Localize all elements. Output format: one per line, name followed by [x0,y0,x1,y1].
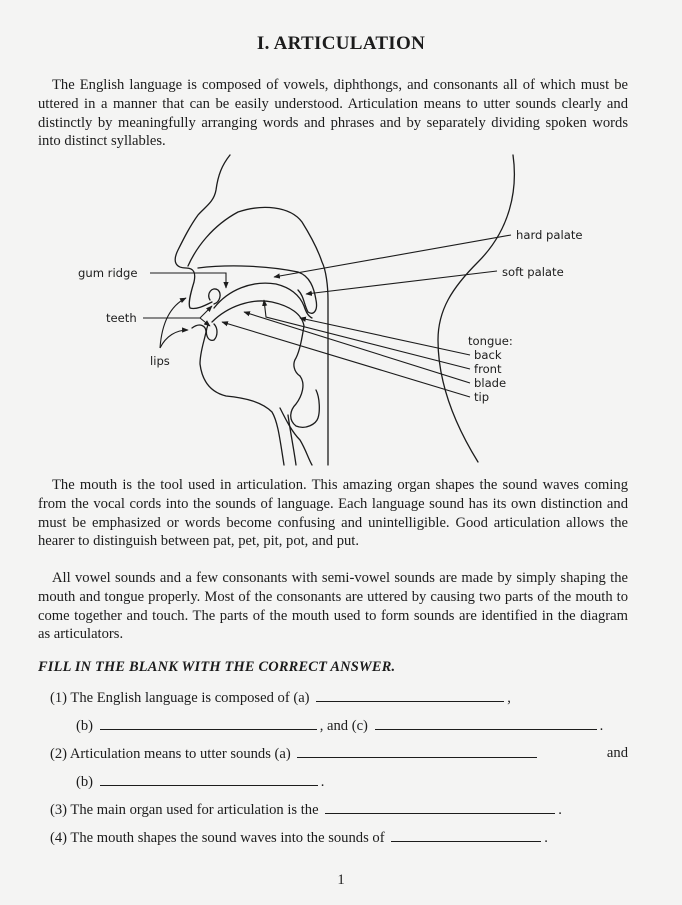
q1-c-suffix: . [599,718,604,734]
question-2 [50,745,628,763]
soft-palate-pointer [306,271,497,294]
q2-b-suffix: . [320,774,325,790]
label-tongue: tongue: [468,334,513,348]
exercise-instruction: FILL IN THE BLANK WITH THE CORRECT ANSWER. [38,659,396,675]
question-2-cont [76,773,324,791]
tongue-lower [212,301,304,376]
q2-a-suffix: and [606,745,628,761]
q1-a-suffix: , [507,690,511,706]
q1-text: The English language is composed of (a) [70,690,310,706]
question-1-cont [76,717,603,735]
q2-a-blank[interactable] [297,745,537,758]
mouth-text: The mouth is the tool used in articulation. This amazing organ shapes the sound waves coming from the vocal cords into the sounds of language. Each language sound has its own distinction and must be emphasized or words become confusing and unintelligible. Good articulation allows the hearer to distinguish between pat, pet, pit, pot, and put. [38,477,628,550]
teeth-pointer-1 [143,306,212,318]
lips-pointer-2 [160,330,188,348]
q2-number: (2) [50,746,68,762]
page-number: 1 [337,872,345,888]
page-title: I. ARTICULATION [256,33,426,54]
question-3 [50,801,562,819]
q1-b-label: (b) [76,718,94,734]
hard-palate-pointer [274,235,511,277]
articulation-diagram [0,150,682,470]
q2-b-label: (b) [76,774,94,790]
face-profile [175,155,230,309]
question-4 [50,829,548,847]
vowels-text: All vowel sounds and a few consonants with semi-vowel sounds are made by simply shaping the mouth and tongue properly. Most of the consonants are uttered by causing two parts of the mouth to come together and touch. The parts of the mouth used to form sounds are identified in the diagram as articulators. [38,570,628,643]
back-of-head [438,155,514,462]
mouth-paragraph [38,476,628,551]
q2-b-blank[interactable] [100,773,318,786]
label-back: back [474,348,502,362]
question-1 [50,689,511,707]
q3-blank[interactable] [325,801,555,814]
label-front: front [474,362,502,376]
gum-ridge-pointer [150,273,226,288]
label-teeth: teeth [106,311,137,325]
teeth-lower [206,324,217,340]
label-tip: tip [474,390,490,404]
q3-suffix: . [558,802,562,818]
q4-blank[interactable] [391,829,541,842]
back-pointer [300,318,470,355]
q1-c-blank[interactable] [375,717,597,730]
q4-suffix: . [544,830,548,846]
label-gum-ridge: gum ridge [78,266,138,280]
q3-text: The main organ used for articulation is the [70,802,319,818]
chin [192,325,284,465]
vowels-paragraph [38,569,628,644]
label-hard-palate: hard palate [516,228,583,242]
label-soft-palate: soft palate [502,265,564,279]
teeth-upper [209,289,220,304]
label-blade: blade [474,376,507,390]
lips-pointer-1 [160,298,186,348]
q4-text: The mouth shapes the sound waves into the sounds of [70,830,385,846]
q2-text: Articulation means to utter sounds (a) [69,746,291,762]
intro-paragraph [38,76,628,151]
q1-number: (1) [50,690,68,706]
larynx [280,408,312,465]
intro-text: The English language is composed of vowels, diphthongs, and consonants all of which must be uttered in a manner that can be easily understood. Articulation means to utter sounds clearly and distinctly by meaningfully arranging words and phrases and by separately dividing spoken words into distinct syllables. [38,77,628,150]
q4-number: (4) [50,830,68,846]
q1-a-blank[interactable] [316,689,504,702]
throat [291,376,320,427]
q3-number: (3) [50,802,68,818]
q1-b-blank[interactable] [100,717,317,730]
label-lips: lips [150,354,170,368]
q1-b-suffix: , and (c) [319,718,368,734]
